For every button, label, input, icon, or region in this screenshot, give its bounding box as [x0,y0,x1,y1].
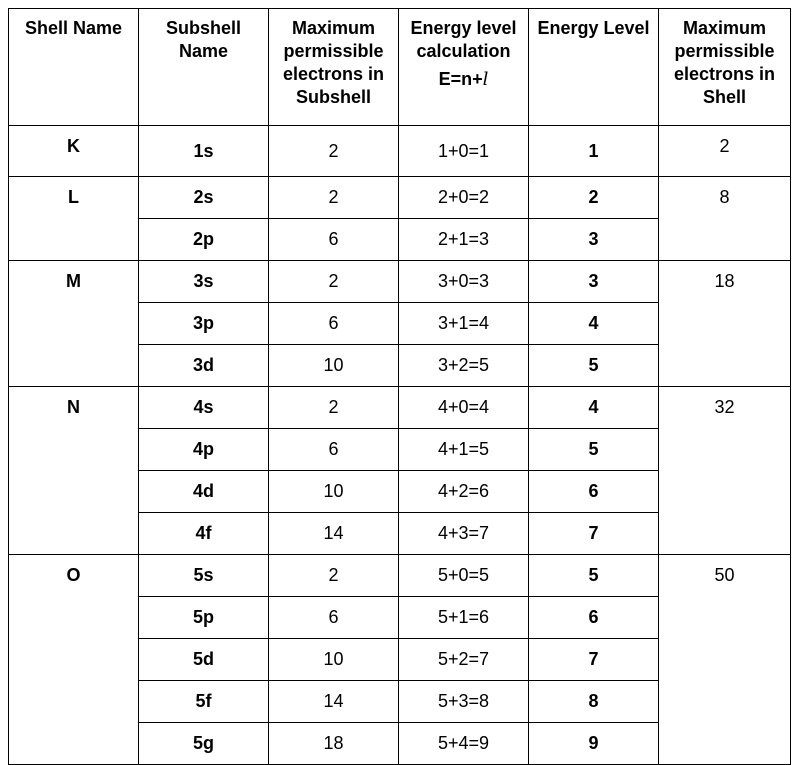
energy-formula-prefix: E=n+ [438,69,483,89]
energy-level-cell: 9 [529,723,659,765]
subshell-name-cell: 3d [139,345,269,387]
max-shell-electrons-cell: 8 [659,177,791,261]
max-shell-electrons-cell: 18 [659,261,791,387]
header-row [9,9,791,126]
energy-calculation-cell: 3+0=3 [399,261,529,303]
energy-level-cell: 5 [529,345,659,387]
energy-calculation-cell: 5+4=9 [399,723,529,765]
max-subshell-electrons-cell: 2 [269,555,399,597]
header-max-shell-electrons: Maximum permissible electrons in Shell [659,9,791,126]
subshell-name-cell: 5f [139,681,269,723]
max-subshell-electrons-cell: 14 [269,513,399,555]
energy-level-cell: 6 [529,471,659,513]
energy-level-cell: 6 [529,597,659,639]
table-row [9,387,791,429]
energy-calculation-cell: 2+1=3 [399,219,529,261]
table-row [9,555,791,597]
shell-name-cell: O [9,555,139,765]
subshell-name-cell: 4p [139,429,269,471]
energy-level-cell: 4 [529,387,659,429]
max-shell-electrons-cell: 2 [659,126,791,177]
energy-level-cell: 5 [529,555,659,597]
energy-level-cell: 7 [529,513,659,555]
max-subshell-electrons-cell: 6 [269,219,399,261]
energy-calculation-cell: 5+3=8 [399,681,529,723]
energy-calculation-cell: 1+0=1 [399,126,529,177]
table-body [9,126,791,765]
subshell-name-cell: 2p [139,219,269,261]
energy-formula [399,68,528,91]
energy-formula-variable: l [482,69,489,90]
subshell-name-cell: 2s [139,177,269,219]
table-row [9,126,791,177]
shell-name-cell: L [9,177,139,261]
max-subshell-electrons-cell: 10 [269,639,399,681]
table-header [9,9,791,126]
energy-calculation-cell: 5+0=5 [399,555,529,597]
energy-level-cell: 1 [529,126,659,177]
subshell-name-cell: 5s [139,555,269,597]
energy-level-cell: 4 [529,303,659,345]
max-subshell-electrons-cell: 14 [269,681,399,723]
max-subshell-electrons-cell: 2 [269,387,399,429]
energy-calc-label: Energy level calculation [410,18,517,61]
shell-name-cell: K [9,126,139,177]
subshell-name-cell: 5p [139,597,269,639]
header-max-subshell-electrons: Maximum permissible electrons in Subshell [269,9,399,126]
energy-calculation-cell: 4+3=7 [399,513,529,555]
energy-level-cell: 8 [529,681,659,723]
energy-calculation-cell: 5+2=7 [399,639,529,681]
header-subshell-name: Subshell Name [139,9,269,126]
energy-level-cell: 2 [529,177,659,219]
energy-calculation-cell: 4+2=6 [399,471,529,513]
subshell-name-cell: 1s [139,126,269,177]
max-subshell-electrons-cell: 2 [269,126,399,177]
shell-name-cell: N [9,387,139,555]
subshell-name-cell: 3p [139,303,269,345]
header-energy-calculation [399,9,529,126]
subshell-name-cell: 3s [139,261,269,303]
shell-name-cell: M [9,261,139,387]
max-subshell-electrons-cell: 18 [269,723,399,765]
energy-level-cell: 7 [529,639,659,681]
subshell-name-cell: 4s [139,387,269,429]
max-subshell-electrons-cell: 10 [269,345,399,387]
max-subshell-electrons-cell: 6 [269,429,399,471]
max-shell-electrons-cell: 50 [659,555,791,765]
energy-calculation-cell: 3+2=5 [399,345,529,387]
energy-calculation-cell: 2+0=2 [399,177,529,219]
energy-calculation-cell: 4+1=5 [399,429,529,471]
header-energy-level: Energy Level [529,9,659,126]
subshell-name-cell: 4f [139,513,269,555]
subshell-name-cell: 4d [139,471,269,513]
subshell-name-cell: 5g [139,723,269,765]
energy-level-cell: 3 [529,261,659,303]
energy-calculation-cell: 5+1=6 [399,597,529,639]
max-shell-electrons-cell: 32 [659,387,791,555]
energy-calculation-cell: 3+1=4 [399,303,529,345]
max-subshell-electrons-cell: 6 [269,303,399,345]
subshell-name-cell: 5d [139,639,269,681]
electron-shell-table [8,8,791,765]
max-subshell-electrons-cell: 10 [269,471,399,513]
max-subshell-electrons-cell: 2 [269,177,399,219]
energy-level-cell: 5 [529,429,659,471]
table-row [9,177,791,219]
energy-calculation-cell: 4+0=4 [399,387,529,429]
max-subshell-electrons-cell: 6 [269,597,399,639]
table-row [9,261,791,303]
header-shell-name: Shell Name [9,9,139,126]
energy-level-cell: 3 [529,219,659,261]
max-subshell-electrons-cell: 2 [269,261,399,303]
